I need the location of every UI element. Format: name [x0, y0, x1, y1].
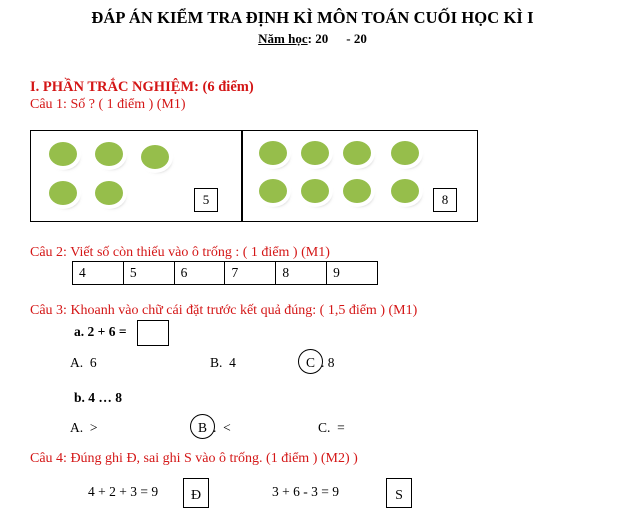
option-dot: .	[79, 355, 84, 370]
number-cell[interactable]: 7	[225, 262, 276, 285]
question-3a-option-a[interactable]	[70, 355, 97, 371]
school-year-label: Năm học	[258, 31, 308, 46]
green-dot	[343, 179, 371, 203]
option-letter: B	[210, 355, 220, 370]
number-cell[interactable]: 4	[73, 262, 124, 285]
number-cell[interactable]: 5	[123, 262, 174, 285]
number-cell[interactable]: 6	[174, 262, 225, 285]
green-dot	[391, 179, 419, 203]
table-row	[73, 262, 378, 285]
green-dot	[391, 141, 419, 165]
option-value: =	[337, 420, 345, 435]
green-dot	[259, 141, 287, 165]
green-dot	[301, 141, 329, 165]
question-2-prompt: Câu 2: Viết số còn thiếu vào ô trống : ( 1 điểm ) (M1)	[30, 245, 330, 260]
option-value: 8	[327, 355, 335, 370]
option-value: <	[223, 420, 231, 435]
green-dot	[49, 142, 77, 166]
option-letter: B	[198, 420, 208, 435]
question-1-left-group-box	[30, 130, 242, 222]
question-3a-option-b[interactable]	[210, 355, 236, 371]
option-dot: .	[219, 355, 223, 370]
question-3b-option-c[interactable]	[318, 420, 345, 436]
question-4-prompt: Câu 4: Đúng ghi Đ, sai ghi S vào ô trống. (1 điểm ) (M2) )	[30, 451, 358, 466]
option-dot: .	[79, 420, 84, 435]
option-value: 4	[229, 355, 236, 370]
question-1-prompt: Câu 1: Số ? ( 1 điểm ) (M1)	[30, 97, 186, 112]
question-3b-expression: b. 4 … 8	[74, 390, 123, 405]
green-dot	[301, 179, 329, 203]
green-dot	[49, 181, 77, 205]
option-letter: A	[70, 355, 80, 370]
option-letter: C	[306, 355, 316, 370]
question-4-expression-2: 3 + 6 - 3 = 9	[272, 484, 339, 499]
option-dot: .	[327, 420, 331, 435]
question-1-right-answer-box[interactable]: 8	[433, 188, 457, 212]
option-value: >	[89, 420, 98, 435]
school-year-second: - 20	[346, 31, 367, 46]
question-1-left-answer-box[interactable]: 5	[194, 188, 218, 212]
selected-answer-circle	[192, 420, 213, 436]
question-3b-option-a[interactable]	[70, 420, 98, 436]
number-cell[interactable]: 8	[276, 262, 327, 285]
question-4-mark-box-2[interactable]: S	[386, 478, 412, 508]
selected-answer-circle	[300, 355, 321, 371]
question-1-right-group-box	[242, 130, 478, 222]
question-3-prompt: Câu 3: Khoanh vào chữ cái đặt trước kết quả đúng: ( 1,5 điểm ) (M1)	[30, 303, 418, 318]
option-value: 6	[89, 355, 97, 370]
question-4-mark-box-1[interactable]: Đ	[183, 478, 209, 508]
number-cell[interactable]: 9	[327, 262, 378, 285]
green-dot	[259, 179, 287, 203]
question-3a-answer-box[interactable]	[137, 320, 169, 346]
green-dot	[141, 145, 169, 169]
document-title: ĐÁP ÁN KIỂM TRA ĐỊNH KÌ MÔN TOÁN CUỐI HỌC KÌ I	[91, 8, 534, 27]
option-letter: C	[318, 420, 328, 435]
green-dot	[343, 141, 371, 165]
green-dot	[95, 142, 123, 166]
question-3a-expression: a. 2 + 6 =	[74, 324, 127, 339]
section-heading-multiple-choice: I. PHẦN TRẮC NGHIỆM: (6 điểm)	[30, 79, 254, 95]
option-letter: A	[70, 420, 80, 435]
question-4-expression-1: 4 + 2 + 3 = 9	[88, 484, 159, 499]
question-2-number-strip	[72, 261, 378, 285]
school-year-line	[0, 31, 625, 47]
question-3b-option-b[interactable]	[192, 420, 231, 436]
green-dot	[95, 181, 123, 205]
question-3a-option-c[interactable]	[300, 355, 335, 371]
school-year-value: : 20	[307, 31, 329, 46]
option-dot: .	[321, 355, 325, 370]
option-dot: .	[213, 420, 217, 435]
